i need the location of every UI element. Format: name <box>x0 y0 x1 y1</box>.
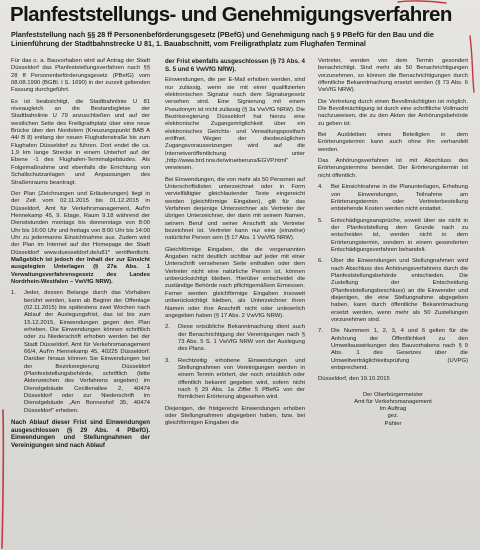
column-1 <box>11 58 150 548</box>
paragraph-hearing-end: Das Anhörungsverfahren ist mit Abschluss des Erörterungstermins beendet. Der Erörterungstermin ist nicht öffentlich. <box>318 158 468 179</box>
paragraph-intro: Für das o. a. Bauvorhaben wird auf Antrag der Stadt Düsseldorf das Planfeststellungsverfahren nach §§ 28 ff Personenbeförderungsgesetz (PBefG) vom 08.08.1990 (BGBl. I S. 1690) in der zurzeit geltenden Fassung durchgeführt. <box>11 58 150 94</box>
paragraph-notification: Diejenigen, die fristgerecht Einwendungen erhoben oder Stellungnahmen abgegeben haben, bzw. bei gleichförmigen Eingaben die <box>165 405 305 427</box>
paragraph-uniform-submissions: Gleichförmige Eingaben, die die vorgenannten Angaben nicht deutlich sichtbar auf jeder mit einer Unterschrift versehenen Seite enthalten oder dem Vertreter nicht eine natürliche Person ist, können unberücksichtigt bleiben. Hierüber entscheidet die zuständige Behörde nach pflichtgemäßem Ermessen. Ferner werden gleichförmige Eingaben insoweit unberücksichtigt bleiben, als Unterzeichner ihren Namen oder ihre Anschrift nicht oder unleserlich angegeben haben (§ 17 Abs. 2 VwVfG NRW). <box>165 246 305 319</box>
list-item-7 <box>318 328 468 372</box>
item-text: Diese ortsübliche Bekanntmachung dient auch der Benachrichtigung der Vereinigungen nach § 73 Abs. 5 S. 1 VwVfG NRW von der Auslegung des Plans. <box>178 324 305 353</box>
page-subtitle: Planfeststellung nach §§ 28 ff Personenbeförderungsgesetz (PBefG) und Genehmigung nach § 9 PBefG für den Bau und die Linienführung der Stadtbahnstrecke U 81, 1. Bauabschnitt, vom Freiligrathplatz zum Flughafen Terminal <box>11 30 434 49</box>
item-number: 2. <box>165 324 170 331</box>
item-text: Bei Einsichtnahme in die Planunterlagen, Erhebung von Einwendungen, Teilnahme am Erörterungstermin oder Vertreterbestellung entstehende Kosten werden nicht erstattet. <box>331 184 468 213</box>
paragraph-representatives: Vertreter, werden von dem Termin gesondert benachrichtigt. Sind mehr als 50 Benachrichtigungen vorzunehmen, so können die Benachrichtigungen durch öffentliche Bekanntmachung ersetzt werden (§ 73 Abs. 6 VwVfG NRW). <box>318 58 468 94</box>
item-number: 4. <box>318 184 323 191</box>
signature-line-2: Amt für Verkehrsmanagement <box>354 398 432 405</box>
paragraph-display-period <box>11 191 150 286</box>
signature-line-1: Der Oberbürgermeister <box>362 391 424 398</box>
signature-line-5: Pähler <box>384 420 402 427</box>
list-item-6 <box>318 258 468 324</box>
item-text: Die Nummern 1, 2, 3, 4 und 6 gelten für die Anhörung der Öffentlichkeit zu den Umweltauswirkungen des Bauvorhabens nach § 9 Abs. 1 des Gesetzes über die Umweltverträglichkeitsprüfung (UVPG) entsprechend. <box>331 328 468 372</box>
paragraph-authorization: Die Vertretung durch einen Bevollmächtigten ist möglich. Die Bevollmächtigung ist durch eine schriftliche Vollmacht nachzuweisen, die zu den Akten der Anhörungsbehörde zu geben ist. <box>318 98 468 127</box>
list-item-4 <box>318 184 468 213</box>
list-item-3 <box>165 358 305 402</box>
paragraph-deadline-continued: der Frist ebenfalls ausgeschlossen (§ 73 Abs. 4 S. 5 und 6 VwVfG NRW). <box>165 58 305 73</box>
item-text: Über die Einwendungen und Stellungnahmen wird nach Abschluss des Anhörungsverfahrens durch die Planfeststellungsbehörde entschieden. Die Zustellung der Entscheidung (Planfeststellungsbeschluss) an die Einwender und diejenigen, die eine Stellungnahme abgegeben haben, kann durch öffentliche Bekanntmachung ersetzt werden, wenn mehr als 50 Zustellungen vorzunehmen sind. <box>331 258 468 323</box>
paragraph-signature-lists: Bei Einwendungen, die von mehr als 50 Personen auf Unterschriftslisten unterzeichnet oder in Form vervielfältigter gleichlautender Texte eingereicht werden (gleichförmige Eingaben), gilt für das Verfahren derjenige Unterzeichner als Vertreter der übrigen Unterzeichner, der darin mit seinem Namen, seinem Beruf und seiner Anschrift als Vertreter bezeichnet ist. Vertreter kann nur eine (einzelne) natürliche Person sein (§ 17 Abs. 1 VwVfG NRW). <box>165 176 305 242</box>
item-number: 5. <box>318 217 323 224</box>
display-period-text: Der Plan (Zeichnungen und Erläuterungen) liegt in der Zeit vom 02.11.2015 bis 01.12.2015 in Düsseldorf, Amt für Verkehrsmanagement, Auf'm Hennekamp 45, 9. Etage, Raum 9.18 während der Dienststunden montags bis donnerstags von 8:00 Uhr bis 16:00 Uhr und freitags von 8:00 Uhr bis 14:00 Uhr zu jedermanns Einsichtnahme aus. Zudem wird der Plan im Internet auf der Homepage der Stadt Düsseldorf www.duesseldorf.de/u81* veröffentlicht. <box>11 190 150 256</box>
item-number: 1. <box>11 290 16 297</box>
item-number: 3. <box>165 357 170 364</box>
list-item-5 <box>318 218 468 255</box>
paragraph-absence: Bei Ausbleiben eines Beteiligten in dem Erörterungstermin kann auch ohne ihn verhandelt werden. <box>318 132 468 153</box>
left-margin-mark <box>2 410 3 548</box>
paragraph-project-description: Es ist beabsichtigt, die Stadtbahnlinie U 81 niveaugleich an die Bestandsgleise der Stadtbahnlinie U 79 anzuschließen und auf der westlichen Seite des Freiligrathplatz über eine neue Brücke über den Nordstern (Kreuzungspunkt BAB A 44/ B 8) entlang der neuen Flughafenstraße bis zum Flughafen Düsseldorf zu führen. Dort endet die ca. 1,9 km lange Strecke in einem Unterhof auf der Ebene -1 des Flughafen-Terminalgebäudes. Als Folgemaßnahme und ebenfalls die Errichtung von Schallschutzanlagen und Anpassungen des Straßenraums beantragt. <box>11 98 150 186</box>
place-date: Düsseldorf, den 19.10.2015 <box>318 376 390 383</box>
list-item-2 <box>165 324 305 353</box>
column-2 <box>165 58 305 498</box>
signature-line-4: gez. <box>387 413 399 420</box>
item-text: Rechtzeitig erhobene Einwendungen und Stellungnahmen von Vereinigungen werden in einem Termin erörtert, der noch ortsüblich oder öffentlich bekannt gegeben wird, sofern nicht nach § 29 Abs. 1a Ziffer 5 PBefG von der förmlichen Erörterung abgesehen wird. <box>178 357 305 401</box>
signature-line-3: Im Auftrag <box>379 406 407 413</box>
page-title: Planfeststellungs- und Genehmigungsverfahren <box>10 3 452 26</box>
display-period-note: Maßgeblich ist jedoch der Inhalt der zur Einsicht ausgelegten Unterlagen (§ 27a Abs. 1 Verwaltungsverfahrensgesetz des Landes Nordrhein-Westfalen – VwVfG NRW). <box>11 256 150 285</box>
paragraph-email-objections: Einwendungen, die per E-Mail erhoben werden, sind nur zulässig, wenn sie mit einer qualifizierten elektronischen Signatur nach dem Signaturgesetz versehen sind. Eine Signierung mit einem Pseudonym ist nicht zulässig (§ 3a VwVfG NRW). Die Bezirksregierung Düsseldorf hat hierzu eine elektronische Zugangsmöglichkeit über ein elektronisches Gerichts- und Verwaltungspostfach eröffnet. Wegen der diesbezüglichen Zugangsvoraussetzungen wird auf die Internetveröffentlichung unter „http://www.brd.nrw.de/wirueberuns/EGVP.html“ verwiesen. <box>165 77 305 172</box>
list-item-1 <box>11 290 150 415</box>
column-3 <box>318 58 468 546</box>
item-text: Jeder, dessen Belange durch das Vorhaben berührt werden, kann ab Beginn der Offenlage (02.11.2015) bis spätestens zwei Wochen nach Ablauf der Auslegungsfrist, das ist bis zum 15.12.2015, Einwendungen gegen den Plan erheben. Die Einwendungen können schriftlich oder zu Niederschrift erhoben werden bei der Stadt Düsseldorf, Amt für Verkehrsmanagement 66/4, Auf'm Hennekamp 45, 40225 Düsseldorf. Darüber hinaus können Sie Einwendungen bei der Bezirksregierung Düsseldorf (Planfeststellungsbehörde, schriftlich (bitte Aktenzeichen des Verfahrens angeben) im Dienstgebäude Cecilienallee 2, 40474 Düsseldorf oder zur Niederschrift im Dienstgebäude „Am Bonneshof 35, 40474 Düsseldorf“ erheben. <box>24 290 150 414</box>
signature-block <box>318 392 468 428</box>
item-number: 7. <box>318 328 323 335</box>
item-number: 6. <box>318 258 323 265</box>
item-text: Entschädigungsansprüche, soweit über sie nicht in der Planfeststellung dem Grunde nach zu entscheiden ist, werden nicht in dem Erörterungstermin, sondern in einem gesonderten Entschädigungsverfahren behandelt. <box>331 217 468 253</box>
paragraph-deadline-notice: Nach Ablauf dieser Frist sind Einwendungen ausgeschlossen (§ 29 Abs. 4 PBefG). Einwendungen und Stellungnahmen der Vereinigungen sind nach Ablauf <box>11 419 150 449</box>
